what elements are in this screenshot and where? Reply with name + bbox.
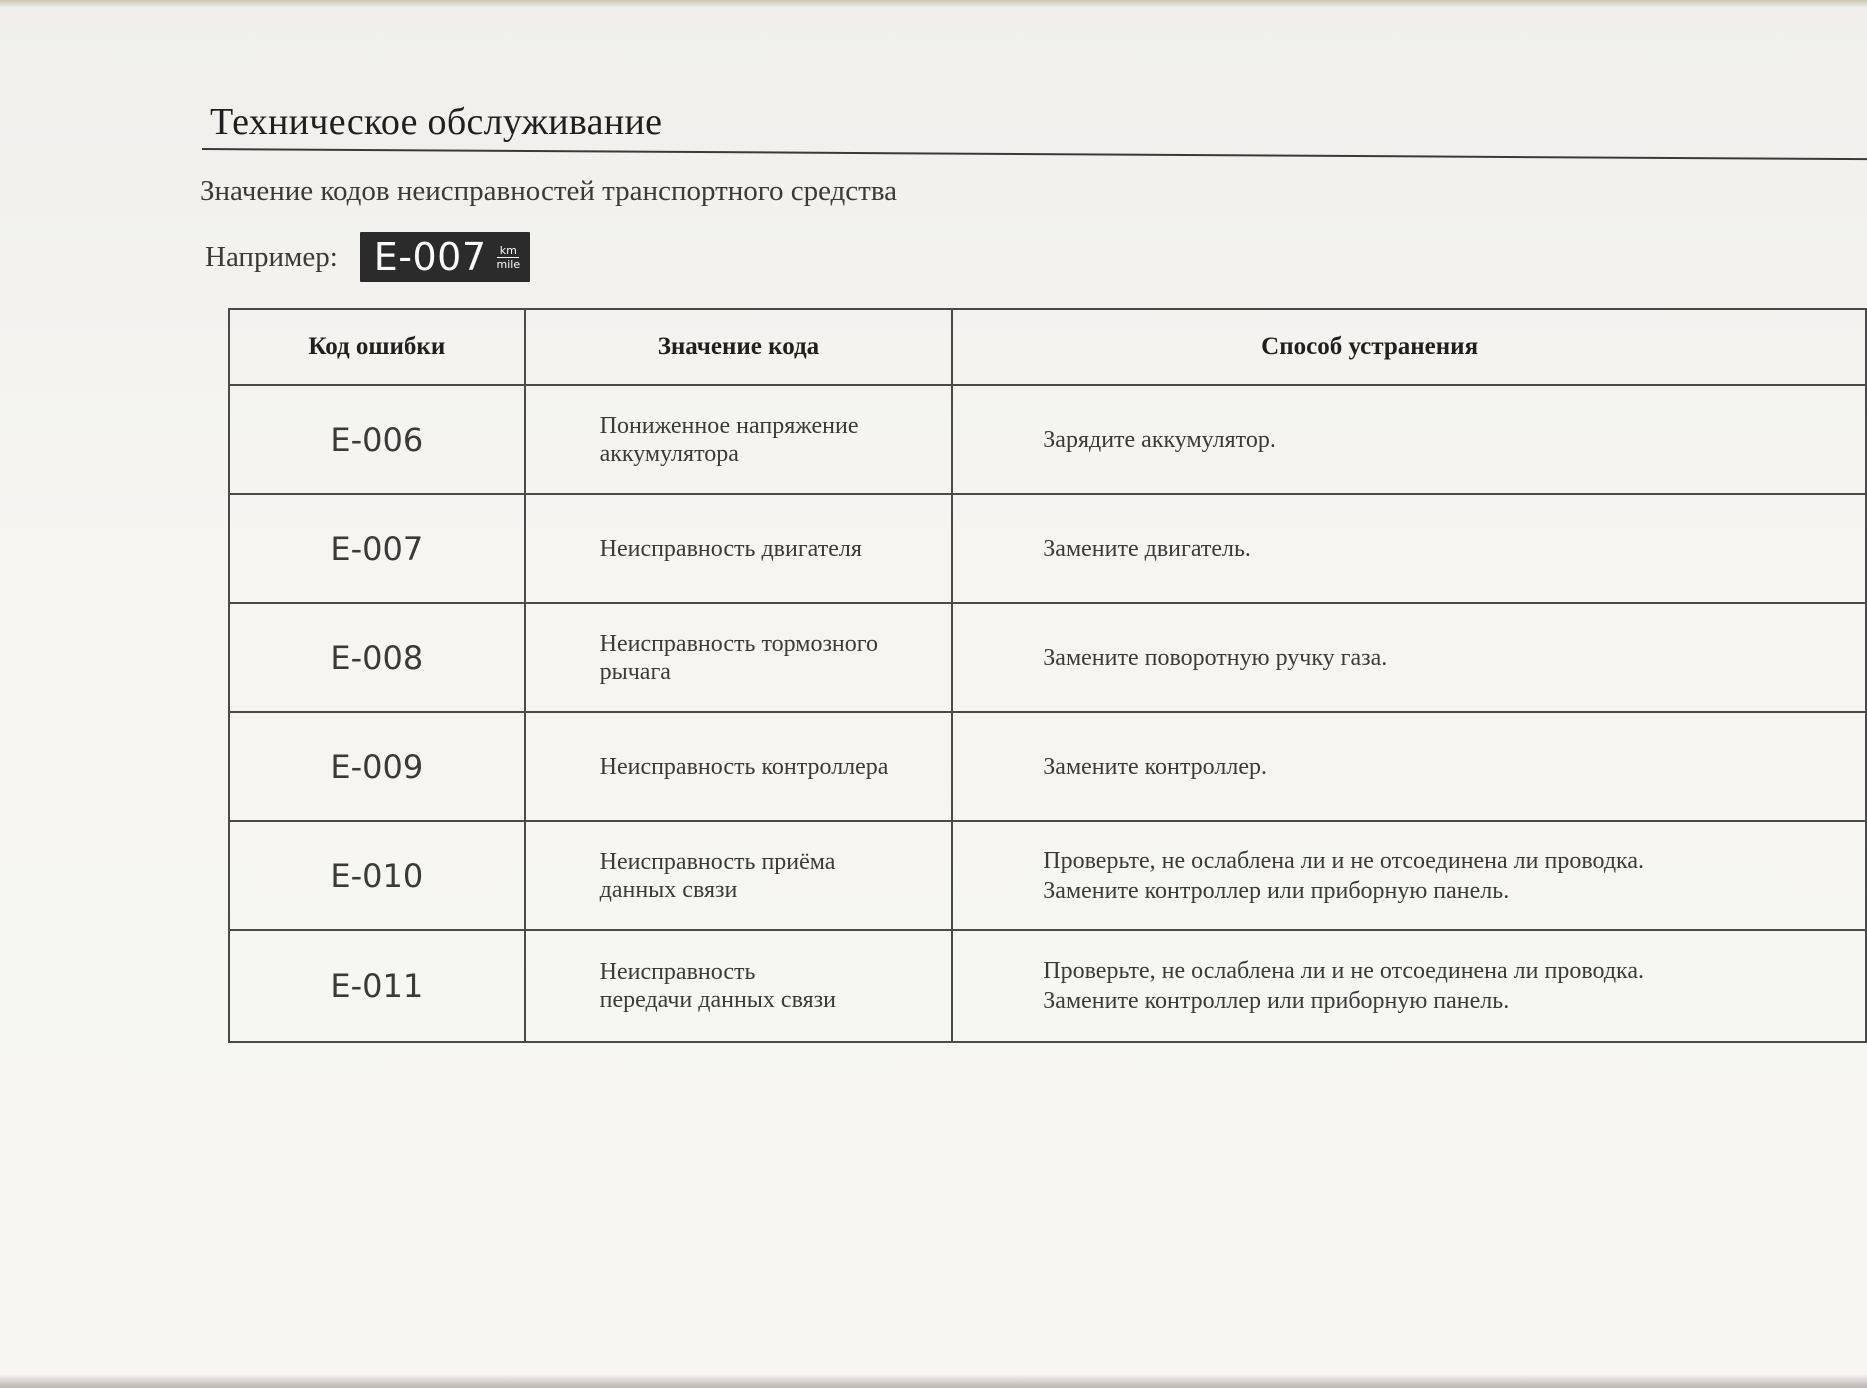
- code-meaning-line: рычага: [599, 658, 671, 685]
- table-row: [229, 712, 1866, 821]
- remedy-line: Замените контроллер или приборную панель.: [1043, 877, 1510, 904]
- remedy-cell: [952, 712, 1866, 821]
- display-example: [360, 232, 530, 282]
- title-underline: [202, 148, 1867, 160]
- example-row: [205, 232, 530, 282]
- code-meaning-line: Неисправность двигателя: [599, 535, 862, 562]
- remedy-cell: [952, 494, 1866, 603]
- display-unit-km: km: [499, 243, 517, 257]
- code-meaning-cell: [525, 603, 953, 712]
- error-code-cell: E-010: [229, 821, 525, 930]
- page-top-edge: [0, 0, 1867, 8]
- code-meaning-cell: [525, 385, 953, 494]
- code-meaning-cell: [525, 821, 953, 930]
- remedy-line: Проверьте, не ослаблена ли и не отсоединена ли проводка.: [1043, 958, 1644, 984]
- error-code-cell: E-008: [229, 603, 525, 712]
- code-meaning-cell: [525, 494, 953, 603]
- remedy-cell: [952, 930, 1866, 1042]
- code-meaning-line: передачи данных связи: [599, 987, 836, 1013]
- code-meaning-line: Неисправность приёма: [599, 848, 836, 875]
- remedy-line: Замените поворотную ручку газа.: [1043, 644, 1388, 671]
- code-meaning-line: Неисправность тормозного: [599, 630, 879, 657]
- table-row: [229, 603, 1866, 712]
- section-subtitle: Значение кодов неисправностей транспортного средства: [200, 175, 898, 207]
- header-error-code: Код ошибки: [229, 309, 525, 385]
- table-row: [229, 385, 1866, 494]
- remedy-cell: [952, 603, 1866, 712]
- code-meaning-cell: [525, 712, 953, 821]
- remedy-line: Зарядите аккумулятор.: [1043, 426, 1276, 453]
- remedy-line: Замените контроллер или приборную панель.: [1043, 988, 1510, 1014]
- table-body: [229, 385, 1866, 1042]
- code-meaning-line: Пониженное напряжение: [599, 412, 859, 439]
- table-row: [229, 494, 1866, 603]
- code-meaning-cell: [525, 930, 953, 1042]
- table-row: [229, 821, 1866, 930]
- remedy-line: Проверьте, не ослаблена ли и не отсоединена ли проводка.: [1043, 847, 1644, 874]
- error-code-cell: E-006: [229, 385, 525, 494]
- error-code-cell: E-011: [229, 930, 525, 1042]
- section-title: Техническое обслуживание: [210, 101, 663, 143]
- remedy-cell: [952, 821, 1866, 930]
- table-header-row: [229, 309, 1866, 385]
- code-meaning-line: Неисправность: [599, 959, 756, 985]
- display-unit-mile: mile: [496, 257, 521, 271]
- error-code-table: [228, 308, 1867, 1043]
- page-bottom-edge: [0, 1374, 1867, 1388]
- error-code-cell: E-009: [229, 712, 525, 821]
- table-row: [229, 930, 1866, 1042]
- code-meaning-line: данных связи: [599, 876, 738, 903]
- remedy-cell: [952, 385, 1866, 494]
- error-code-cell: E-007: [229, 494, 525, 603]
- display-units: [497, 245, 521, 270]
- header-code-meaning: Значение кода: [525, 309, 953, 385]
- example-label: Например:: [205, 240, 338, 273]
- remedy-line: Замените двигатель.: [1043, 535, 1251, 562]
- remedy-line: Замените контроллер.: [1043, 753, 1267, 780]
- header-remedy: Способ устранения: [952, 309, 1866, 385]
- code-meaning-line: аккумулятора: [599, 440, 739, 467]
- code-meaning-line: Неисправность контроллера: [599, 753, 889, 780]
- display-code: E-007: [373, 235, 487, 279]
